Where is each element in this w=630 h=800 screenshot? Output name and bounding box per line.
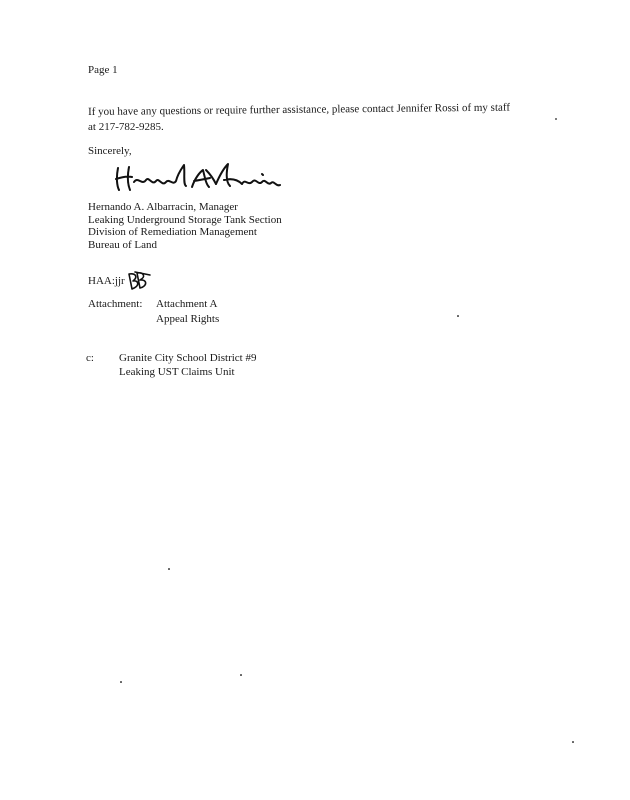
handwritten-signature [112,160,282,196]
body-text-line-1: If you have any questions or require further assistance, please contact Jennifer Rossi of my staff [88,101,511,118]
typist-initials [88,270,152,292]
body-text-line-2: at 217-782-9285. [88,121,164,133]
cc-recipient: Granite City School District #9 [119,352,257,364]
cc-list [119,352,256,380]
scan-speck [572,741,574,743]
closing: Sincerely, [88,145,132,157]
handwritten-initials [126,270,152,292]
page-label: Page 1 [88,64,118,76]
attachment-item: Attachment A [156,298,218,310]
signatory-bureau: Bureau of Land [88,238,158,251]
signatory-division: Division of Remediation Management [88,226,257,238]
cc-recipient: Leaking UST Claims Unit [119,366,235,378]
scan-speck [240,674,242,676]
cc-label: c: [86,352,94,364]
scan-speck [168,568,170,570]
initials-text: HAA:jjr [88,274,125,287]
signatory-block [88,201,282,251]
scan-speck [120,681,122,683]
signatory-section: Leaking Underground Storage Tank Section [88,213,282,226]
attachment-label: Attachment: [88,298,143,310]
attachment-item: Appeal Rights [156,313,220,325]
signatory-name-title: Hernando A. Albarracin, Manager [88,201,238,213]
scan-speck [457,315,459,317]
attachment-list [156,298,219,328]
scan-speck [555,118,557,120]
